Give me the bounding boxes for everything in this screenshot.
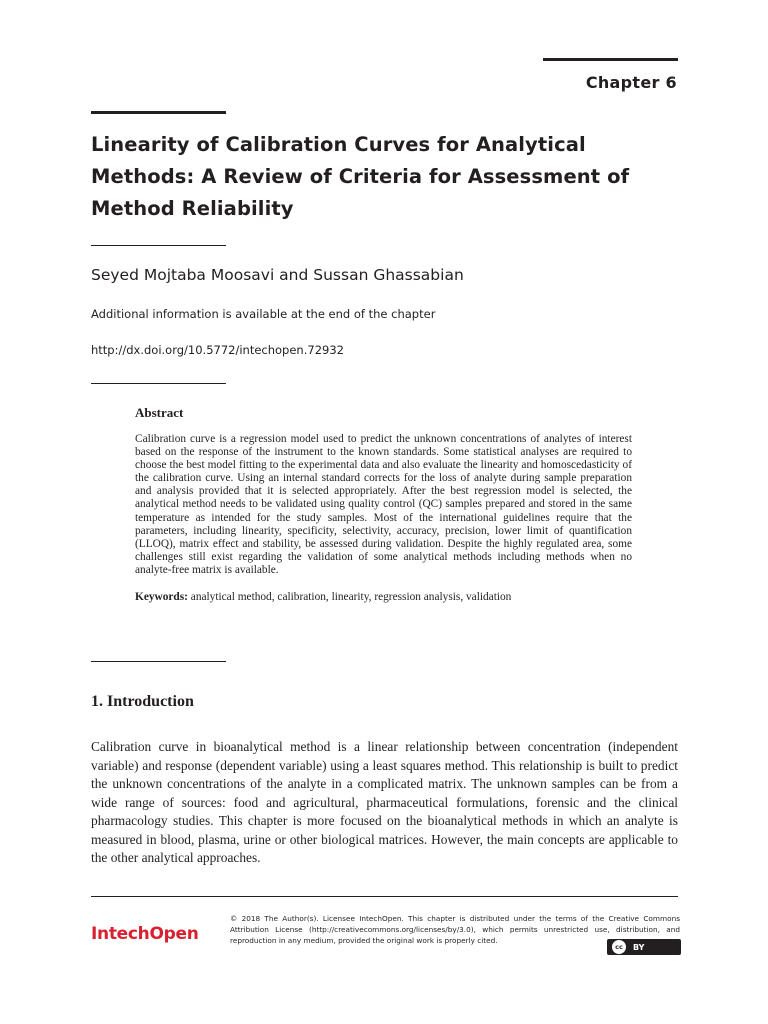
keywords-list: analytical method, calibration, linearity, regression analysis, validation (190, 591, 512, 604)
keywords (135, 591, 632, 603)
doi-link[interactable]: http://dx.doi.org/10.5772/intechopen.72932 (91, 343, 344, 357)
chapter-title: Linearity of Calibration Curves for Analytical Methods: A Review of Criteria for Assessment of Method Reliability (91, 133, 630, 220)
header-rule-left (91, 111, 226, 114)
abstract-divider (91, 661, 226, 662)
abstract-heading: Abstract (135, 405, 184, 420)
abstract-text: Calibration curve is a regression model used to predict the unknown concentrations of analytes of interest based on the response of the instrument to the known standards. Some statistical analyses are required to choose the best model fitting to the experimental data and also evaluate the linearity and homoscedasticity of the calibration curve. Using an internal standard corrects for the loss of analyte during sample preparation and analysis provided that it is selected appropriately. After the best regression model is selected, the analytical method needs to be validated using quality control (QC) samples prepared and stored in the same temperature as intended for the study samples. Most of the international guidelines require that the parameters, including linearity, specificity, selectivity, accuracy, precision, lower limit of quantification (LLOQ), matrix effect and stability, be assessed during validation. Despite the highly regulated area, some challenges still exist regarding the validation of some analytical methods including methods when no analyte-free matrix is available. (135, 433, 632, 576)
authors: Seyed Mojtaba Moosavi and Sussan Ghassabian (91, 266, 464, 284)
introduction-text: Calibration curve in bioanalytical method is a linear relationship between concentration (independent variable) and response (dependent variable) using a least squares method. This relationship is built to predict the unknown concentrations of the analyte in a complicated matrix. The unknown samples can be from a wide range of sources: food and agricultural, pharmaceutical formulations, forensic and the clinical pharmacology studies. This chapter is more focused on the bioanalytical methods in which an analyte is measured in blood, plasma, urine or other biological matrices. However, the main concepts are applicable to the other analytical approaches. (91, 739, 678, 865)
cc-icon: cc (612, 940, 626, 954)
doi-divider (91, 383, 226, 384)
by-label: BY (633, 942, 645, 952)
additional-info: Additional information is available at the end of the chapter (91, 307, 436, 321)
license-text: © 2018 The Author(s). Licensee IntechOpen. This chapter is distributed under the terms of the Creative Commons Attribution License (http://creativecommons.org/licenses/by/3.0), which permits unrestricted use, distribution, and reproduction in any medium, provided the original work is properly cited. (230, 914, 680, 946)
cc-by-badge[interactable] (607, 939, 681, 955)
title-divider (91, 245, 226, 246)
header-rule-right (543, 58, 678, 61)
abstract-section (135, 405, 632, 603)
footer-rule (91, 896, 678, 897)
chapter-label: Chapter 6 (585, 73, 677, 92)
keywords-label: Keywords: (135, 591, 188, 604)
intechopen-logo: IntechOpen (91, 924, 199, 944)
introduction-heading: 1. Introduction (91, 693, 194, 710)
